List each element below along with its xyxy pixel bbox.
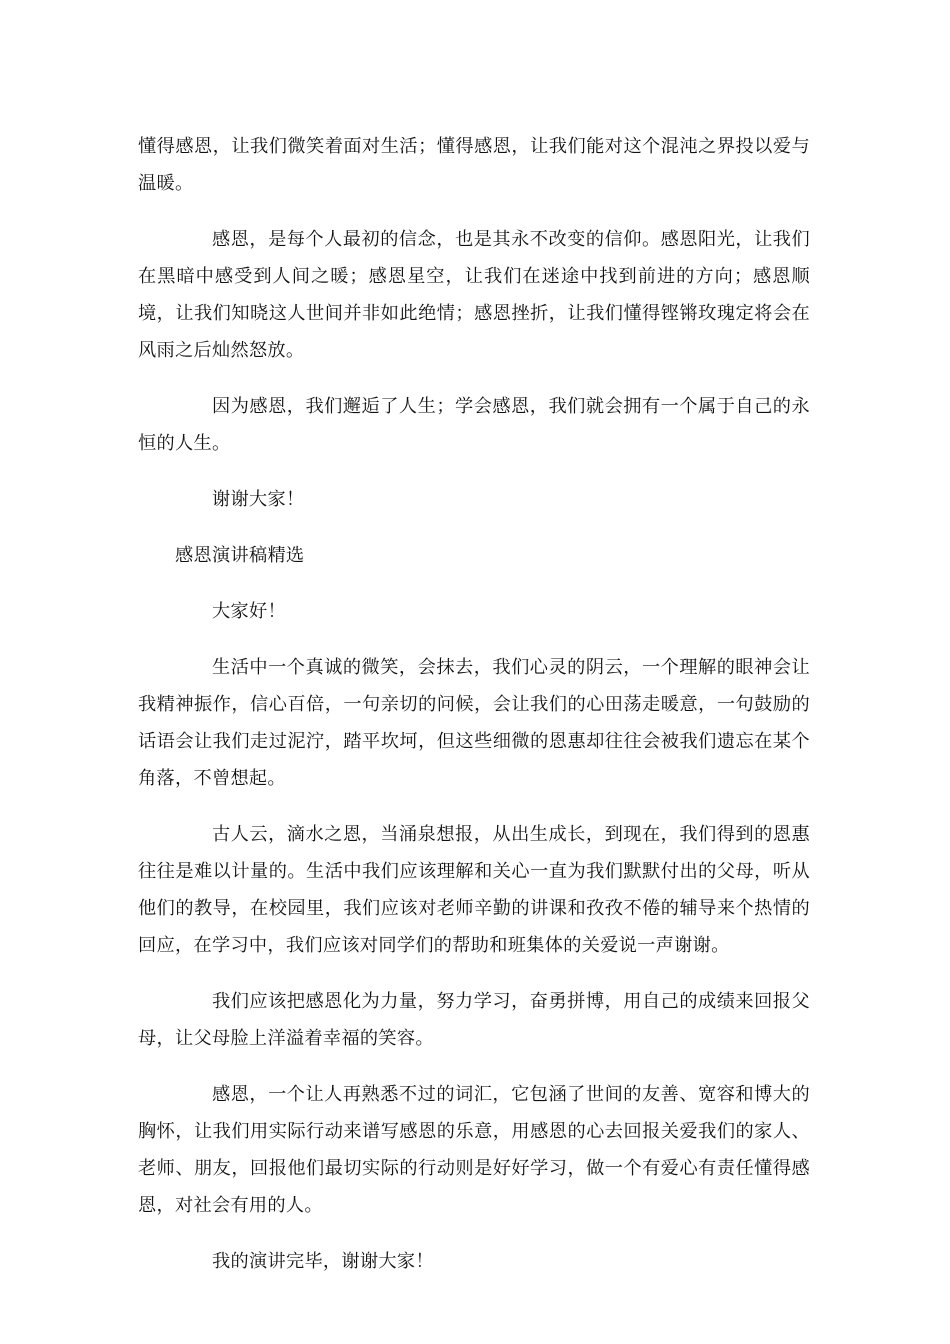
closing-thanks-2: 我的演讲完毕，谢谢大家！ <box>212 1251 434 1272</box>
paragraph-3: 因为感恩，我们邂逅了人生；学会感恩，我们就会拥有一个属于自己的永恒的人生。 <box>138 396 810 454</box>
greeting: 大家好！ <box>212 601 286 622</box>
section-heading: 感恩演讲稿精选 <box>175 545 305 566</box>
paragraph-2: 感恩，是每个人最初的信念，也是其永不改变的信仰。感恩阳光，让我们在黑暗中感受到人间之暖；感恩星空，让我们在迷途中找到前进的方向；感恩顺境，让我们知晓这人世间并非如此绝情；感恩挫折，让我们懂得铿锵玫瑰定将会在风雨之后灿然怒放。 <box>138 229 810 361</box>
paragraph-7: 生活中一个真诚的微笑，会抹去，我们心灵的阴云，一个理解的眼神会让我精神振作，信心百倍，一句亲切的问候，会让我们的心田荡走暖意，一句鼓励的话语会让我们走过泥泞，踏平坎坷，但这些细微的恩惠却往往会被我们遗忘在某个角落，不曾想起。 <box>138 657 810 789</box>
paragraph-8: 古人云，滴水之恩，当涌泉想报，从出生成长，到现在，我们得到的恩惠往往是难以计量的。生活中我们应该理解和关心一直为我们默默付出的父母，听从他们的教导，在校园里，我们应该对老师辛勤的讲课和孜孜不倦的辅导来个热情的回应，在学习中，我们应该对同学们的帮助和班集体的关爱说一声谢谢。 <box>138 824 810 956</box>
document-body <box>138 128 810 1299</box>
paragraph-10: 感恩，一个让人再熟悉不过的词汇，它包涵了世间的友善、宽容和博大的胸怀，让我们用实际行动来谱写感恩的乐意，用感恩的心去回报关爱我们的家人、老师、朋友，回报他们最切实际的行动则是好好学习，做一个有爱心有责任懂得感恩，对社会有用的人。 <box>138 1084 810 1216</box>
paragraph-9: 我们应该把感恩化为力量，努力学习，奋勇拼博，用自己的成绩来回报父母，让父母脸上洋溢着幸福的笑容。 <box>138 991 810 1049</box>
closing-thanks-1: 谢谢大家！ <box>212 489 305 510</box>
paragraph-1: 懂得感恩，让我们微笑着面对生活；懂得感恩，让我们能对这个混沌之界投以爱与温暖。 <box>138 136 810 194</box>
